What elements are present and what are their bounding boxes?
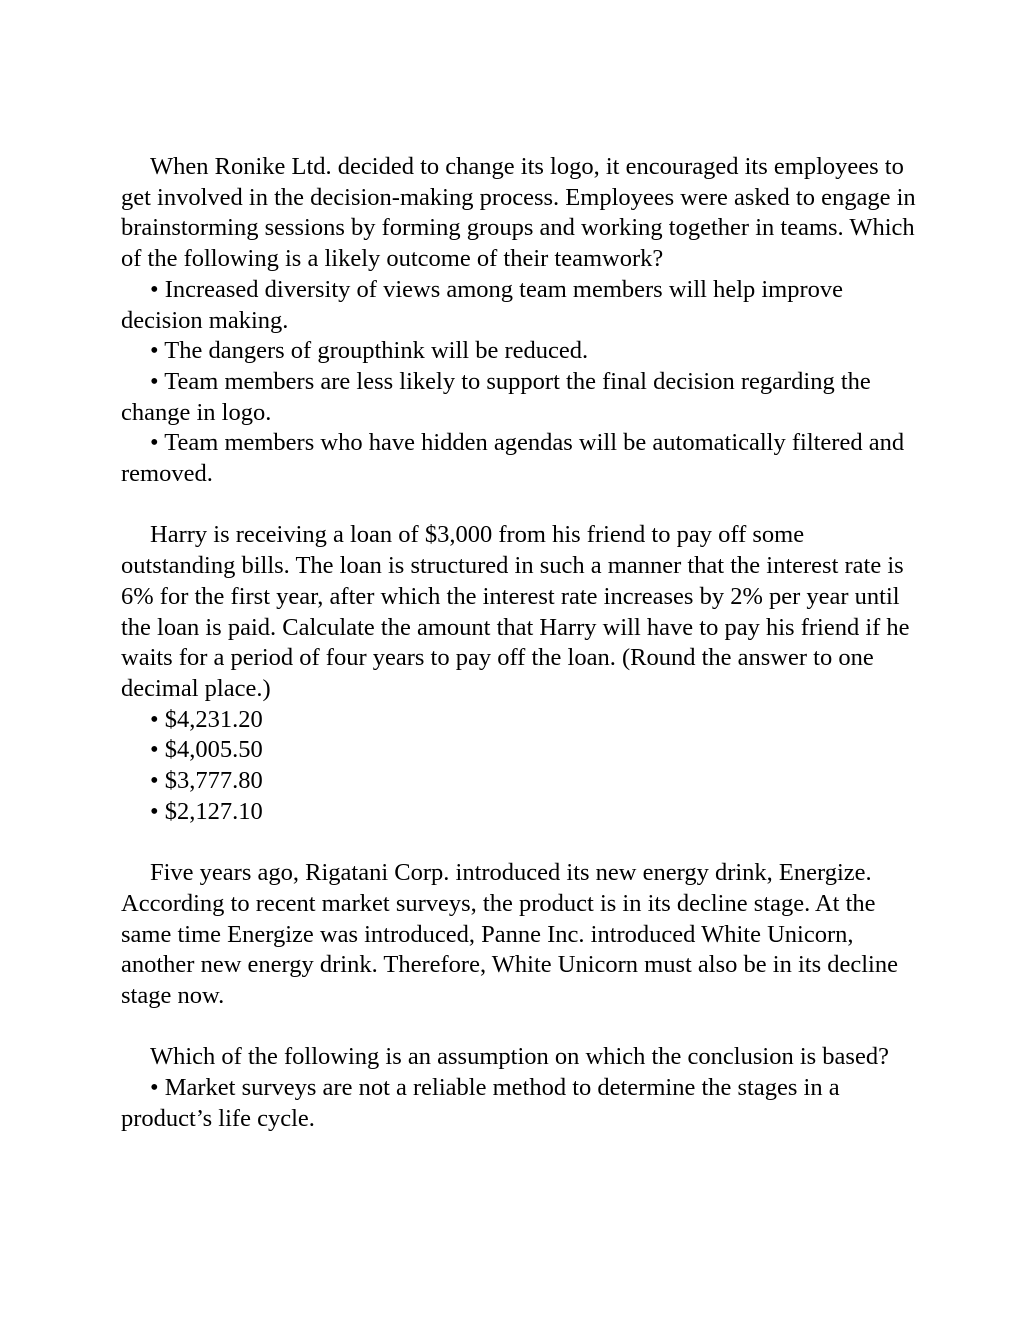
paragraph-spacer [121,1012,921,1043]
question-1-stem: When Ronike Ltd. decided to change its logo, it encouraged its employees to get involved in the decision-making process. Employees were asked to engage in brainstorming sessions by forming groups and working together in teams. Which of the following is a likely outcome of their teamwork? [121,153,916,273]
question-2-option-3: • $3,777.80 [150,767,263,795]
question-3-option-1: • Market surveys are not a reliable method to determine the stages in a product’s life cycle. [121,1074,840,1132]
question-2-stem: Harry is receiving a loan of $3,000 from his friend to pay off some outstanding bills. The loan is structured in such a manner that the interest rate is 6% for the first year, after which the interest rate increases by 2% per year until the loan is paid. Calculate the amount that Harry will have to pay his friend if he waits for a period of four years to pay off the loan. (Round the answer to one decimal place.) [121,521,910,702]
question-1 [121,152,921,490]
question-1-option-1: • Increased diversity of views among team members will help improve decision making. [121,275,844,334]
document-page [121,152,921,1134]
question-1-option-2: • The dangers of groupthink will be reduced. [150,337,589,365]
question-2-option-4: • $2,127.10 [150,797,263,825]
question-2-option-2: • $4,005.50 [150,736,263,764]
question-1-option-4: • Team members who have hidden agendas will be automatically filtered and removed. [121,429,905,488]
paragraph-spacer [121,827,921,858]
question-3-stem: Which of the following is an assumption on which the conclusion is based? [150,1043,889,1071]
question-3-passage: Five years ago, Rigatani Corp. introduced its new energy drink, Energize. According to recent market surveys, the product is in its decline stage. At the same time Energize was introduced, Panne Inc. introduced White Unicorn, another new energy drink. Therefore, White Unicorn must also be in its decline stage now. [121,859,898,1009]
question-3 [121,858,921,1134]
question-2 [121,520,921,827]
question-1-option-3: • Team members are less likely to support the final decision regarding the change in logo. [121,367,871,426]
question-2-option-1: • $4,231.20 [150,705,263,733]
paragraph-spacer [121,490,921,521]
